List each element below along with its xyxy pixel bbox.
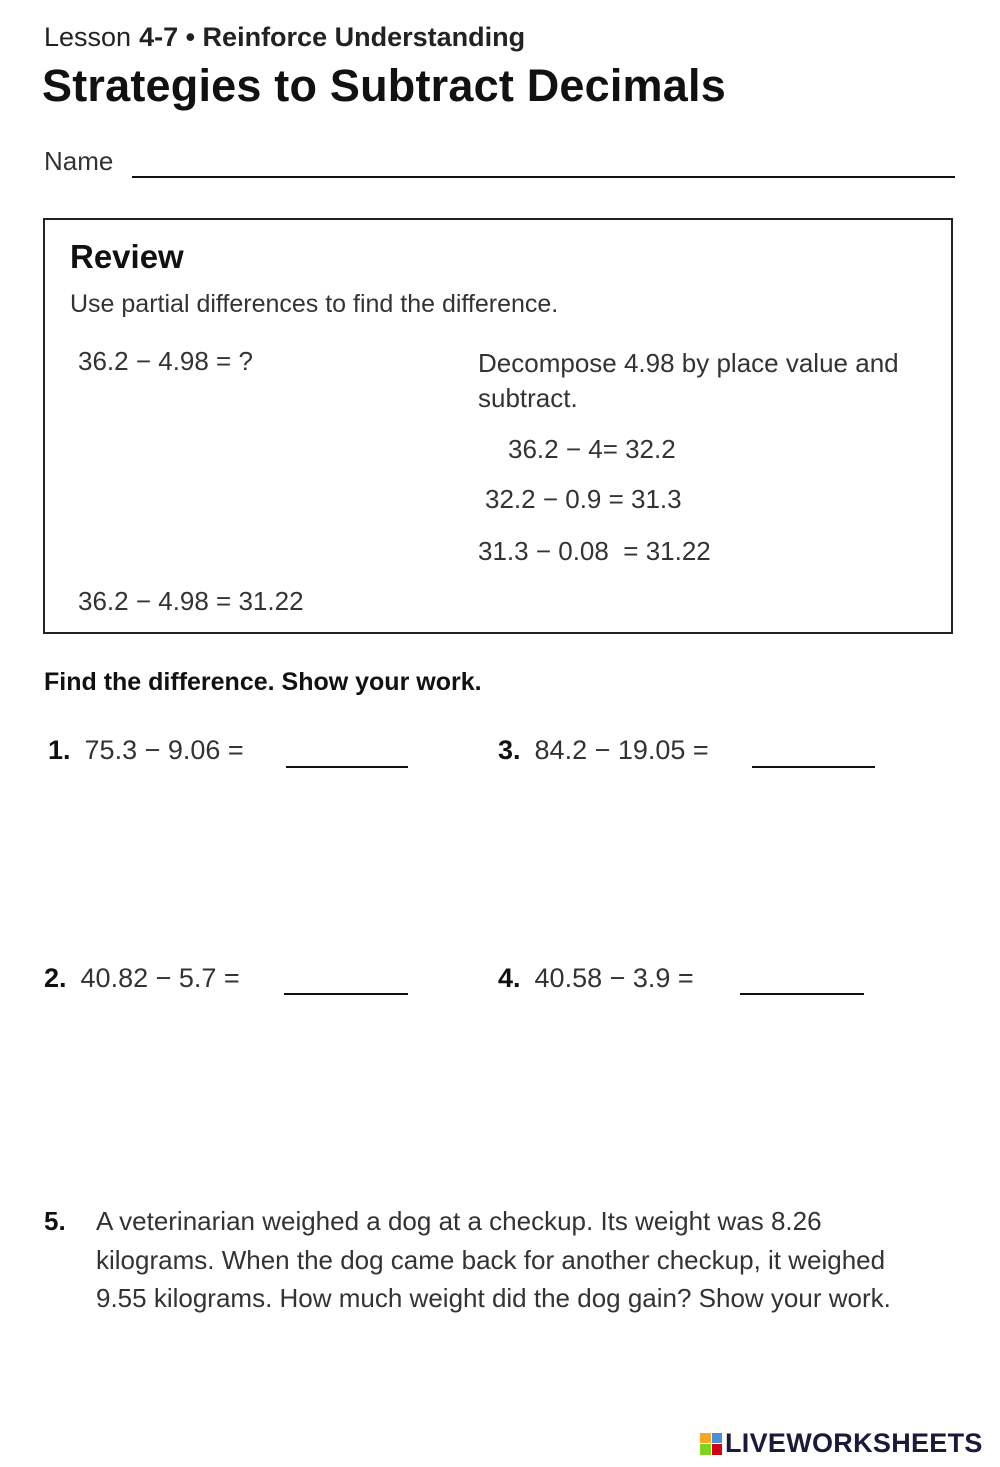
- lesson-label: [44, 22, 525, 53]
- problem-number: 5.: [44, 1206, 66, 1236]
- problem-number: 4.: [498, 963, 521, 993]
- answer-blank-1[interactable]: [286, 766, 408, 768]
- review-decompose-text: Decompose 4.98 by place value and subtract.: [478, 348, 899, 413]
- review-box: [43, 218, 953, 634]
- review-step-3: 31.3 − 0.08 = 31.22: [478, 536, 711, 566]
- lesson-number: 4-7 • Reinforce Understanding: [139, 22, 526, 52]
- review-problem: 36.2 − 4.98 = ?: [78, 346, 253, 376]
- problem-expression: 40.82 − 5.7 =: [80, 963, 240, 993]
- review-step-1: 36.2 − 4= 32.2: [508, 434, 676, 464]
- problem-number: 1.: [48, 735, 71, 765]
- liveworksheets-logo-icon: [700, 1433, 722, 1455]
- review-title: Review: [70, 238, 184, 275]
- review-result: 36.2 − 4.98 = 31.22: [78, 586, 304, 616]
- page-title: Strategies to Subtract Decimals: [42, 60, 726, 111]
- name-label: Name: [44, 146, 114, 176]
- problem-3: [498, 735, 709, 766]
- problem-1: [48, 735, 244, 766]
- review-step-2: 32.2 − 0.9 = 31.3: [485, 484, 682, 514]
- problem-expression: 84.2 − 19.05 =: [534, 735, 709, 765]
- problem-number: 3.: [498, 735, 521, 765]
- lesson-word: Lesson: [44, 22, 132, 52]
- exercise-heading: Find the difference. Show your work.: [44, 668, 482, 696]
- review-instruction: Use partial differences to find the difference.: [70, 290, 559, 318]
- logo-text: LIVEWORKSHEETS: [725, 1428, 983, 1458]
- answer-blank-2[interactable]: [284, 993, 408, 995]
- liveworksheets-logo: [700, 1428, 983, 1459]
- answer-blank-3[interactable]: [752, 766, 875, 768]
- problem-4: [498, 963, 694, 994]
- problem-2: [44, 963, 240, 994]
- problem-number: 2.: [44, 963, 67, 993]
- problem-expression: 75.3 − 9.06 =: [84, 735, 244, 765]
- answer-blank-4[interactable]: [740, 993, 864, 995]
- name-field[interactable]: [132, 176, 955, 178]
- word-problem-5: [44, 1202, 924, 1318]
- problem-expression: 40.58 − 3.9 =: [534, 963, 694, 993]
- word-problem-text: A veterinarian weighed a dog at a checkup. Its weight was 8.26 kilograms. When the dog came back for another checkup, it weighed 9.55 kilograms. How much weight did the dog gain? Show your work.: [96, 1206, 891, 1313]
